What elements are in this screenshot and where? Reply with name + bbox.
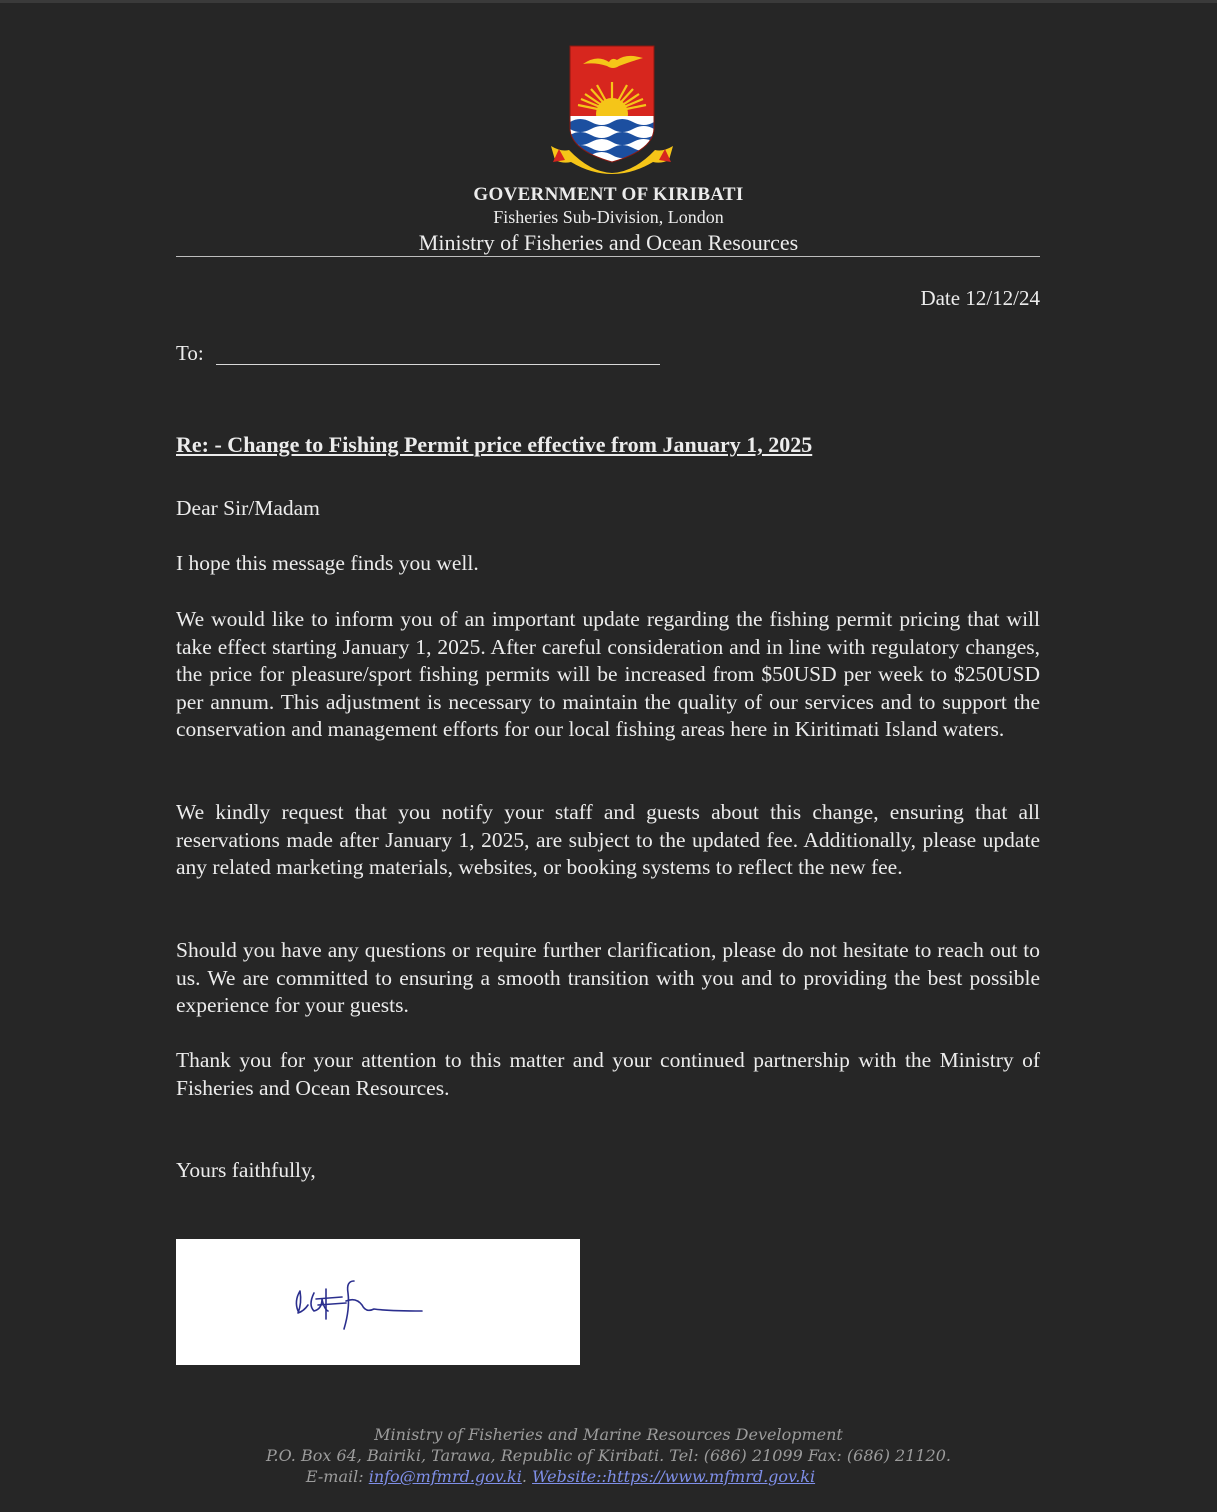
recipient-blank-line (216, 364, 660, 365)
signature-icon (176, 1239, 580, 1365)
letterhead-divider (176, 256, 1040, 257)
body-paragraph: We would like to inform you of an important update regarding the fishing permit pricing that will take effect starting January 1, 2025. After careful consideration and in line with regulatory changes, the price for pleasure/sport fishing permits will be increased from $50USD per week to $250USD per annum. This adjustment is necessary to maintain the quality of our services and to support the conservation and management efforts for our local fishing areas here in Kiritimati Island waters. (176, 607, 1040, 741)
footer-contact (0, 1467, 1169, 1486)
body-paragraph: We kindly request that you notify your staff and guests about this change, ensuring that all reservations made after January 1, 2025, are subject to the updated fee. Additionally, please update any related marketing materials, websites, or booking systems to reflect the new fee. (176, 800, 1040, 879)
body-paragraph: Thank you for your attention to this matter and your continued partnership with the Ministry of Fisheries and Ocean Resources. (176, 1048, 1040, 1100)
page-top-edge (0, 0, 1217, 3)
footer-organization: Ministry of Fisheries and Marine Resources Development (374, 1425, 843, 1444)
website-link[interactable]: :https://www.mfmrd.gov.ki (601, 1467, 816, 1486)
government-heading: GOVERNMENT OF KIRIBATI (473, 184, 744, 205)
coat-of-arms-icon (545, 42, 675, 174)
footer-address: P.O. Box 64, Bairiki, Tarawa, Republic of Kiribati. Tel: (686) 21099 Fax: (686) 21120. (265, 1446, 951, 1465)
subject-line: Re: - Change to Fishing Permit price effective from January 1, 2025 (176, 432, 813, 457)
letter-date: Date 12/12/24 (920, 286, 1040, 310)
email-link[interactable]: info@mfmrd.gov.ki (368, 1467, 522, 1486)
footer-email-label: E-mail: (305, 1467, 369, 1486)
salutation: Dear Sir/Madam (176, 496, 320, 520)
sub-division-heading: Fisheries Sub-Division, London (493, 207, 724, 227)
recipient-label: To: (176, 341, 204, 365)
closing: Yours faithfully, (176, 1158, 316, 1182)
signature-image (176, 1239, 580, 1365)
body-paragraph: Should you have any questions or require further clarification, please do not hesitate to reach out to us. We are committed to ensuring a smooth transition with you and to providing the best possible experience for your guests. (176, 938, 1040, 1017)
greeting: I hope this message finds you well. (176, 551, 479, 575)
ministry-heading: Ministry of Fisheries and Ocean Resources (418, 230, 799, 255)
footer-separator: . (521, 1467, 533, 1486)
website-label-link[interactable]: Website: (532, 1467, 602, 1486)
